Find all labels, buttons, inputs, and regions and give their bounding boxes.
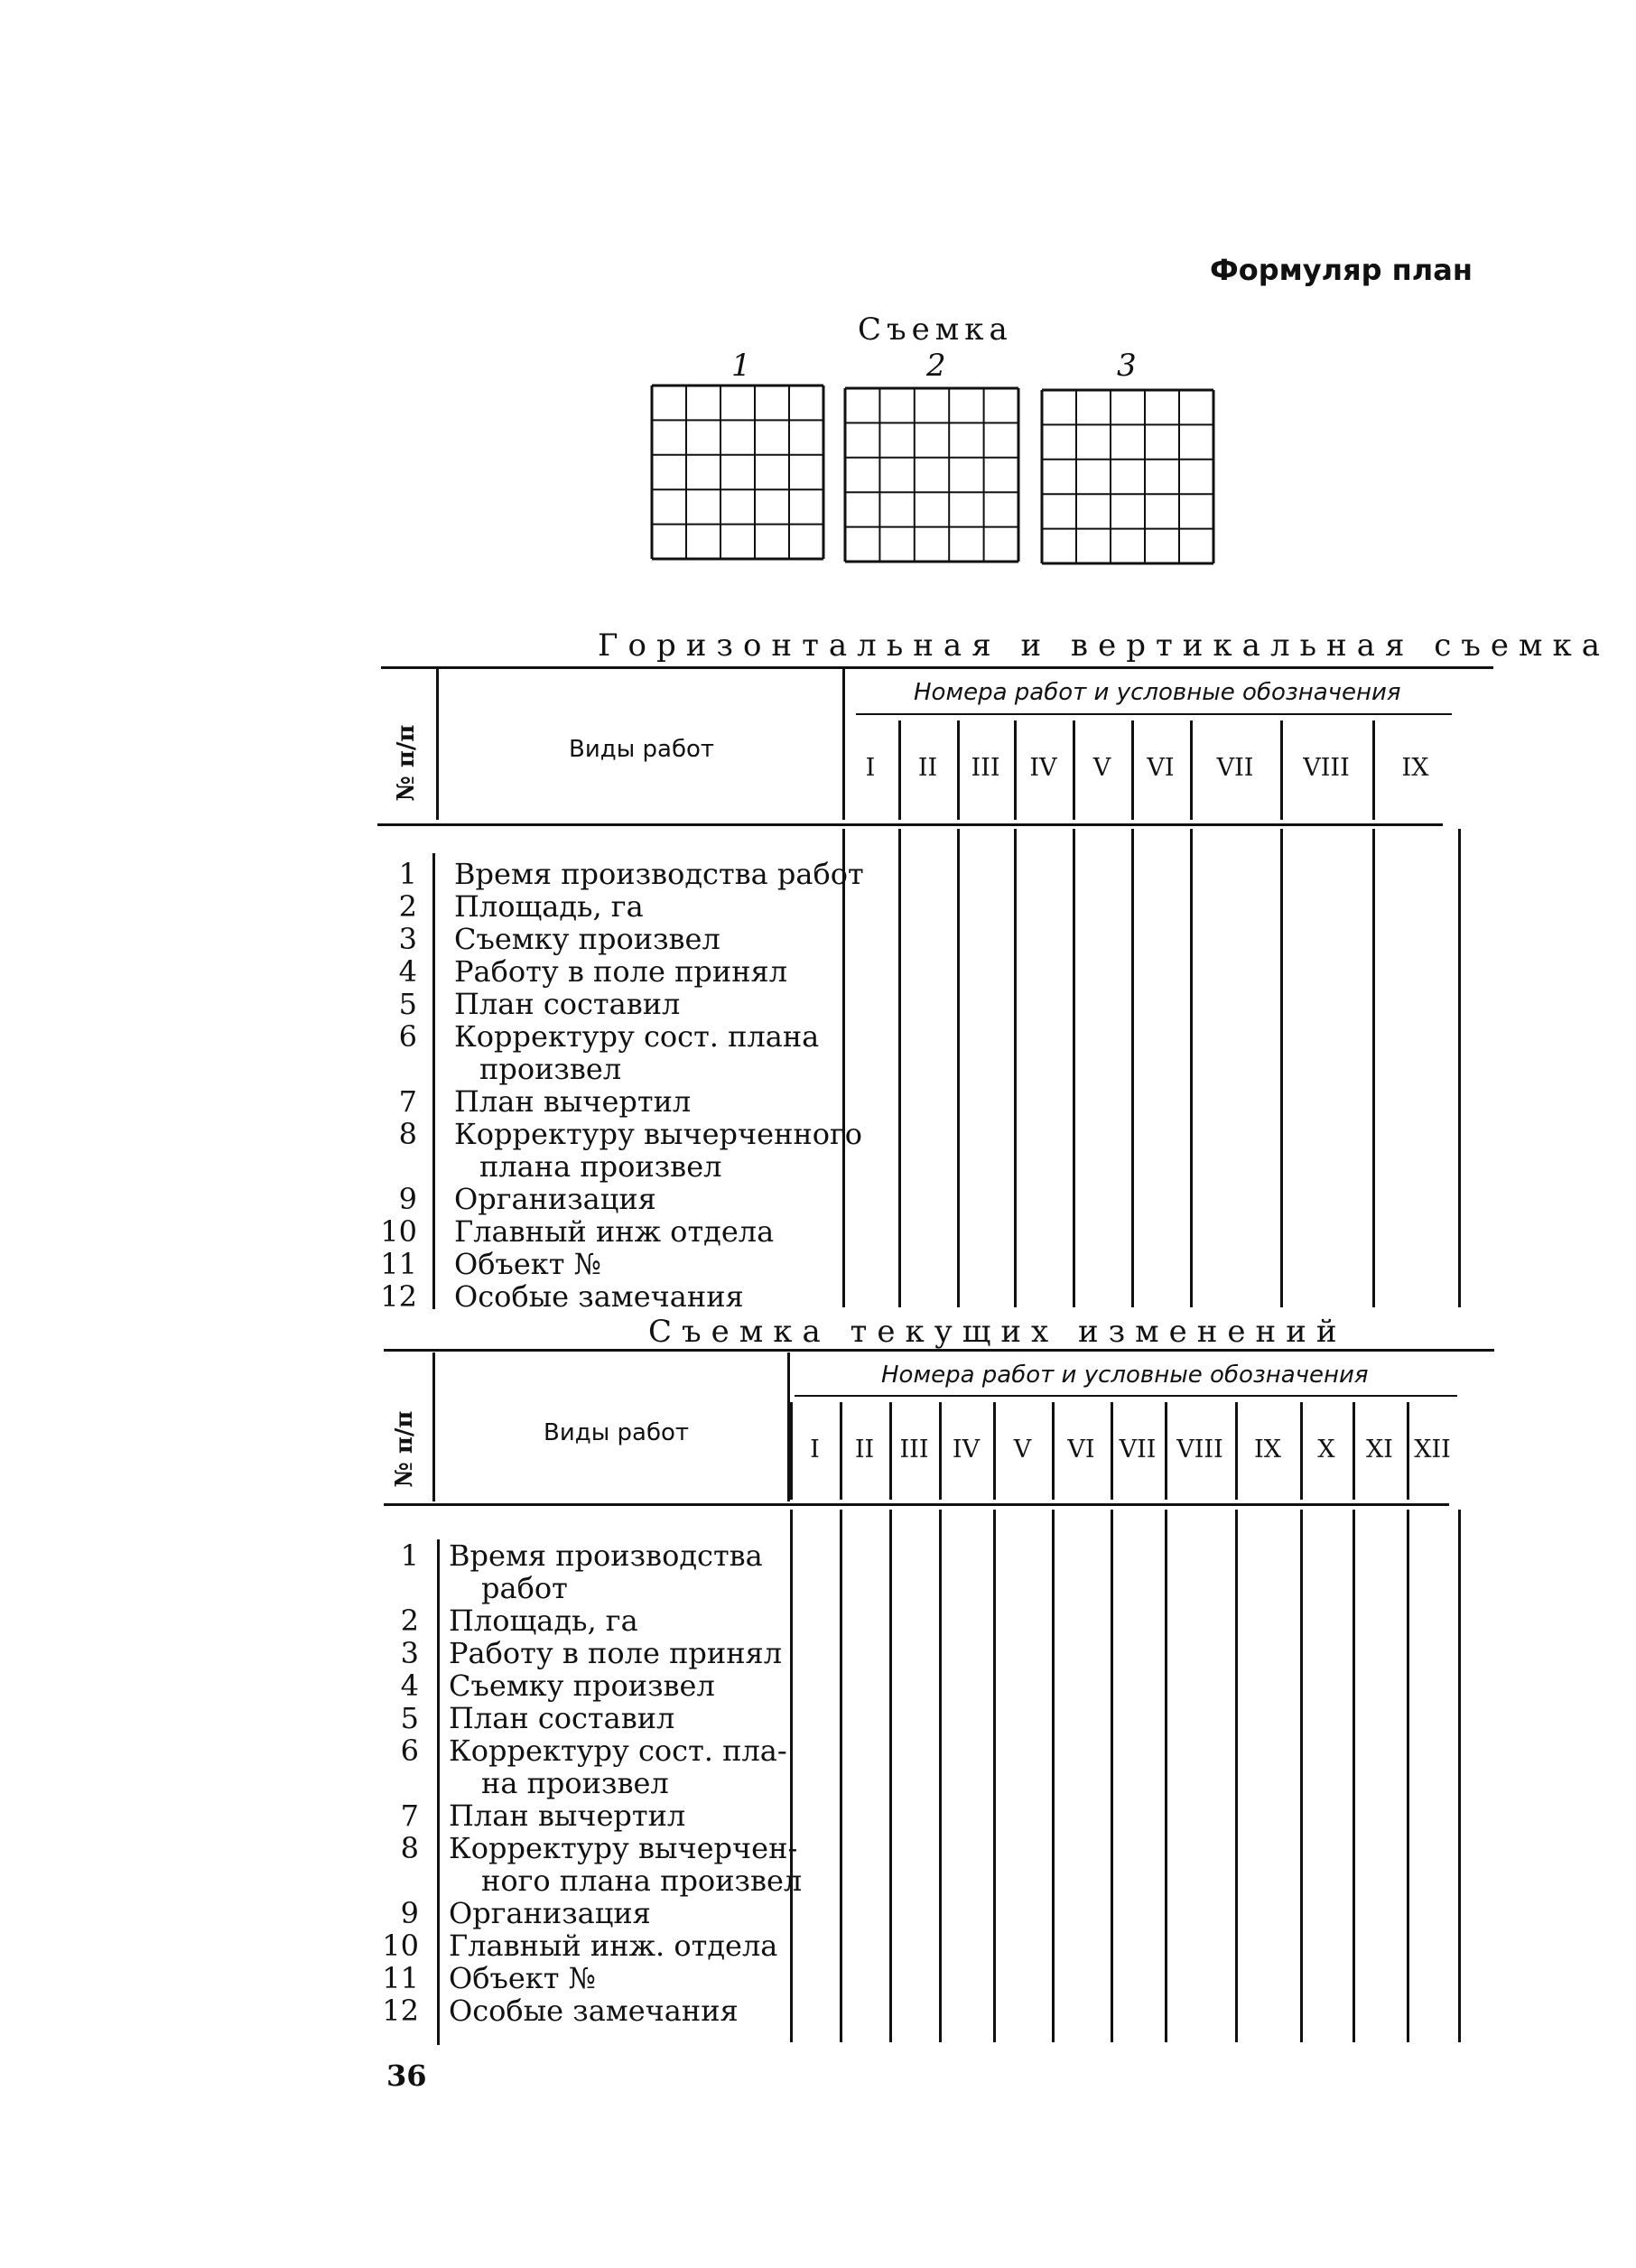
row-label: План вычертил (454, 1084, 692, 1119)
table2-col-num-header: № п/п (391, 1410, 418, 1488)
row-label: Площадь, га (454, 889, 644, 924)
table1-subheader-rule (856, 713, 1452, 715)
table2-header-bottom-rule (384, 1503, 1449, 1506)
table2-body-divider (437, 1539, 440, 2045)
table2-body-col-divider (1052, 1510, 1055, 2042)
table2-top-rule (384, 1349, 1494, 1352)
row-label: Площадь, га (449, 1603, 638, 1638)
table1-roman-header: VII (1216, 754, 1254, 782)
table1-top-rule (381, 666, 1493, 669)
row-label: работ (481, 1571, 568, 1605)
survey-grid-1 (650, 384, 825, 561)
table2-group-header: Номера работ и условные обозначения (881, 1362, 1369, 1389)
row-label: Организация (449, 1896, 651, 1930)
sheet-number-2: 2 (926, 348, 946, 384)
table2-body-col-divider (889, 1510, 892, 2042)
table1-roman-header: I (865, 754, 876, 782)
row-label: План составил (454, 987, 681, 1021)
row-label: Съемку произвел (454, 922, 720, 956)
table1-header-divider-num (436, 668, 439, 820)
row-label: Корректуру сост. пла- (449, 1734, 787, 1768)
table2-subheader-rule (795, 1395, 1457, 1397)
row-label: на произвел (481, 1766, 669, 1800)
table2-body-col-divider (939, 1510, 942, 2042)
table2-roman-header: VI (1067, 1436, 1095, 1464)
row-label: плана произвел (479, 1149, 722, 1184)
table2-roman-header: XII (1414, 1436, 1451, 1464)
table2-body-col-divider (840, 1510, 842, 2042)
table2-body-col-divider (1165, 1510, 1167, 2042)
row-label: произвел (479, 1052, 622, 1086)
table1-roman-header: VIII (1303, 754, 1350, 782)
row-label: Объект № (454, 1247, 601, 1281)
row-label: Съемку произвел (449, 1668, 715, 1703)
row-label: Время производства работ (454, 857, 864, 891)
table2-roman-header: IX (1254, 1436, 1281, 1464)
table2-body-col-divider (1300, 1510, 1303, 2042)
table2-roman-header: XI (1366, 1436, 1393, 1464)
table2-roman-header: I (810, 1436, 820, 1464)
survey-caption: Съемка (858, 311, 1013, 348)
row-label: Время производства (449, 1538, 763, 1573)
row-label: План вычертил (449, 1799, 686, 1833)
table1-body-col-divider (1073, 829, 1075, 1307)
survey-grid-2 (843, 386, 1020, 563)
table1-roman-header: VI (1147, 754, 1175, 782)
row-label: Организация (454, 1182, 656, 1216)
table1-body-col-divider (842, 829, 845, 1307)
table1-body-col-divider (1014, 829, 1017, 1307)
table1-roman-header: IV (1029, 754, 1057, 782)
table1-body-col-divider (1190, 829, 1193, 1307)
table2-header-divider-num (432, 1352, 435, 1501)
form-title: Формуляр план (1210, 253, 1473, 287)
table2-title: Съемка текущих изменений (648, 1314, 1347, 1350)
table1-header-bottom-rule (377, 823, 1443, 826)
table2-roman-header: VII (1119, 1436, 1157, 1464)
row-label: Корректуру вычерчен- (449, 1831, 798, 1865)
table1-col-works-header: Виды работ (569, 736, 715, 763)
table1-body-col-divider (957, 829, 960, 1307)
table2-body-col-divider (1111, 1510, 1113, 2042)
table1-body-col-divider (1280, 829, 1283, 1307)
table1-roman-header: II (917, 754, 938, 782)
table2-roman-header: VIII (1176, 1436, 1223, 1464)
table2-body-col-divider (1407, 1510, 1409, 2042)
table1-body-divider (432, 853, 435, 1309)
row-label: Корректуру сост. плана (454, 1019, 820, 1054)
table2-roman-header: II (854, 1436, 875, 1464)
table1-roman-header: III (971, 754, 1000, 782)
table2-body-col-divider (1458, 1510, 1461, 2042)
table2-body-col-divider (790, 1510, 793, 2042)
table1-body-col-divider (1372, 829, 1375, 1307)
table2-roman-header: III (899, 1436, 929, 1464)
row-label: Главный инж. отдела (449, 1929, 778, 1963)
table2-col-works-header: Виды работ (544, 1419, 690, 1446)
table2-roman-header: IV (952, 1436, 981, 1464)
survey-grid-3 (1040, 388, 1215, 565)
table2-body-col-divider (1352, 1510, 1355, 2042)
row-label: Работу в поле принял (449, 1636, 783, 1670)
table1-group-header: Номера работ и условные обозначения (914, 679, 1401, 706)
sheet-number-3: 3 (1117, 348, 1137, 384)
row-label: ного плана произвел (481, 1864, 803, 1898)
table2-roman-header: X (1317, 1436, 1335, 1464)
row-label: План составил (449, 1701, 675, 1735)
table1-col-num-header: № п/п (393, 724, 420, 802)
row-label: Работу в поле принял (454, 954, 788, 989)
table1-body-col-divider (898, 829, 901, 1307)
row-label: Объект № (449, 1961, 596, 1995)
row-label: Особые замечания (454, 1279, 744, 1314)
table2-roman-header: V (1013, 1436, 1032, 1464)
sheet-number-1: 1 (731, 348, 751, 384)
row-label: Особые замечания (449, 1994, 739, 2028)
table1-title: Горизонтальная и вертикальная съемка (598, 627, 1611, 664)
table1-roman-header: IX (1401, 754, 1429, 782)
table2-body-col-divider (993, 1510, 996, 2042)
row-label: Главный инж отдела (454, 1214, 775, 1249)
page-number: 36 (386, 2059, 427, 2093)
table1-body-col-divider (1458, 829, 1461, 1307)
table1-roman-header: V (1092, 754, 1111, 782)
row-label: Корректуру вычерченного (454, 1117, 863, 1151)
table2-body-col-divider (1235, 1510, 1238, 2042)
table1-body-col-divider (1131, 829, 1134, 1307)
